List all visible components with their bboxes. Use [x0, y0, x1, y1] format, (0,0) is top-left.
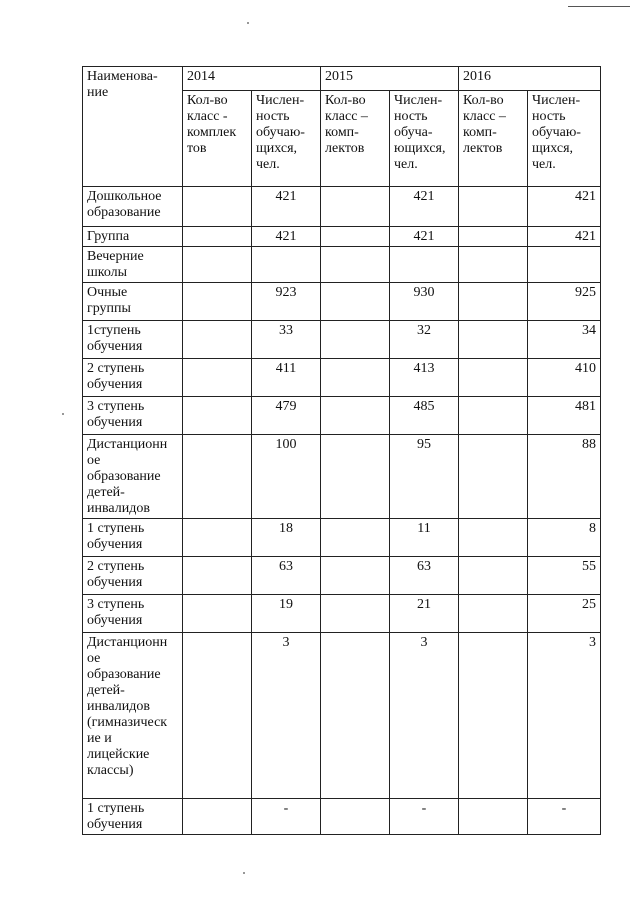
students-count-cell: 55 [528, 557, 601, 595]
students-count-cell [528, 247, 601, 283]
row-name-cell: 2 ступень обучения [83, 557, 183, 595]
classes-count-cell [321, 633, 390, 799]
classes-count-cell [321, 595, 390, 633]
students-count-cell: 479 [252, 397, 321, 435]
classes-count-cell [459, 321, 528, 359]
scan-speck [243, 872, 245, 874]
classes-count-cell [183, 397, 252, 435]
students-count-cell: 421 [390, 227, 459, 247]
year-header-2016: 2016 [459, 67, 601, 91]
students-count-cell [252, 247, 321, 283]
students-count-header: Числен- ность обучаю- щихся, чел. [528, 91, 601, 187]
classes-count-cell [183, 557, 252, 595]
students-count-cell: 8 [528, 519, 601, 557]
table-row [83, 557, 601, 595]
row-name-cell: Дистанционн ое образование детей- инвалидов [83, 435, 183, 519]
classes-count-cell [459, 247, 528, 283]
classes-count-header: Кол-во класс – комп- лектов [459, 91, 528, 187]
classes-count-cell [321, 557, 390, 595]
year-header-2015: 2015 [321, 67, 459, 91]
classes-count-cell [183, 321, 252, 359]
table-row [83, 799, 601, 835]
classes-count-cell [459, 397, 528, 435]
students-count-header: Числен- ность обучаю- щихся, чел. [252, 91, 321, 187]
classes-count-cell [183, 519, 252, 557]
classes-count-cell [459, 435, 528, 519]
students-count-cell: 421 [252, 227, 321, 247]
scan-speck [247, 22, 249, 24]
classes-count-cell [183, 595, 252, 633]
scan-edge-line [568, 6, 630, 7]
classes-count-cell [183, 247, 252, 283]
students-count-cell: 33 [252, 321, 321, 359]
students-count-cell: 18 [252, 519, 321, 557]
students-count-cell: - [528, 799, 601, 835]
students-count-header: Числен- ность обуча- ющихся, чел. [390, 91, 459, 187]
education-statistics-table [82, 66, 601, 835]
students-count-cell: 21 [390, 595, 459, 633]
row-name-cell: 2 ступень обучения [83, 359, 183, 397]
classes-count-cell [321, 187, 390, 227]
classes-count-header: Кол-во класс - комплек тов [183, 91, 252, 187]
classes-count-cell [183, 283, 252, 321]
classes-count-cell [321, 799, 390, 835]
table-row [83, 435, 601, 519]
classes-count-cell [321, 283, 390, 321]
row-name-cell: 3 ступень обучения [83, 397, 183, 435]
students-count-cell: 421 [528, 227, 601, 247]
students-count-cell: 11 [390, 519, 459, 557]
scan-speck [62, 413, 64, 415]
students-count-cell: 930 [390, 283, 459, 321]
students-count-cell: 485 [390, 397, 459, 435]
classes-count-header: Кол-во класс – комп- лектов [321, 91, 390, 187]
students-count-cell: 63 [390, 557, 459, 595]
classes-count-cell [183, 187, 252, 227]
students-count-cell: 100 [252, 435, 321, 519]
classes-count-cell [321, 359, 390, 397]
classes-count-cell [459, 799, 528, 835]
row-name-cell: Очные группы [83, 283, 183, 321]
students-count-cell: 3 [528, 633, 601, 799]
students-count-cell: 481 [528, 397, 601, 435]
students-count-cell: 63 [252, 557, 321, 595]
row-name-cell: 3 ступень обучения [83, 595, 183, 633]
classes-count-cell [183, 359, 252, 397]
classes-count-cell [321, 397, 390, 435]
classes-count-cell [321, 247, 390, 283]
students-count-cell: - [390, 799, 459, 835]
classes-count-cell [321, 435, 390, 519]
row-name-cell: 1 ступень обучения [83, 799, 183, 835]
table-row [83, 227, 601, 247]
name-column-header: Наименова- ние [83, 67, 183, 187]
students-count-cell: 19 [252, 595, 321, 633]
students-count-cell: 421 [390, 187, 459, 227]
students-count-cell: 3 [390, 633, 459, 799]
students-count-cell: 95 [390, 435, 459, 519]
classes-count-cell [183, 799, 252, 835]
row-name-cell: Вечерние школы [83, 247, 183, 283]
students-count-cell: 410 [528, 359, 601, 397]
classes-count-cell [183, 227, 252, 247]
students-count-cell: 413 [390, 359, 459, 397]
table-row [83, 397, 601, 435]
table-row [83, 321, 601, 359]
students-count-cell: 25 [528, 595, 601, 633]
year-header-2014: 2014 [183, 67, 321, 91]
row-name-cell: 1 ступень обучения [83, 519, 183, 557]
table-row [83, 595, 601, 633]
students-count-cell: 923 [252, 283, 321, 321]
table-row [83, 633, 601, 799]
students-count-cell: 421 [252, 187, 321, 227]
students-count-cell: 421 [528, 187, 601, 227]
table-row [83, 247, 601, 283]
table-row [83, 359, 601, 397]
row-name-cell: Дистанционн ое образование детей- инвалидов (гимназическ ие и лицейские классы) [83, 633, 183, 799]
row-name-cell: Группа [83, 227, 183, 247]
classes-count-cell [459, 519, 528, 557]
students-count-cell: 411 [252, 359, 321, 397]
classes-count-cell [183, 435, 252, 519]
students-count-cell: 32 [390, 321, 459, 359]
students-count-cell [390, 247, 459, 283]
classes-count-cell [459, 227, 528, 247]
students-count-cell: 88 [528, 435, 601, 519]
table-row [83, 519, 601, 557]
classes-count-cell [183, 633, 252, 799]
students-count-cell: - [252, 799, 321, 835]
classes-count-cell [321, 519, 390, 557]
classes-count-cell [459, 187, 528, 227]
classes-count-cell [459, 283, 528, 321]
classes-count-cell [459, 595, 528, 633]
students-count-cell: 925 [528, 283, 601, 321]
classes-count-cell [459, 633, 528, 799]
header-row-years [83, 67, 601, 91]
students-count-cell: 34 [528, 321, 601, 359]
classes-count-cell [459, 557, 528, 595]
classes-count-cell [459, 359, 528, 397]
classes-count-cell [321, 321, 390, 359]
row-name-cell: Дошкольное образование [83, 187, 183, 227]
classes-count-cell [321, 227, 390, 247]
table-row [83, 283, 601, 321]
row-name-cell: 1ступень обучения [83, 321, 183, 359]
students-count-cell: 3 [252, 633, 321, 799]
table-row [83, 187, 601, 227]
